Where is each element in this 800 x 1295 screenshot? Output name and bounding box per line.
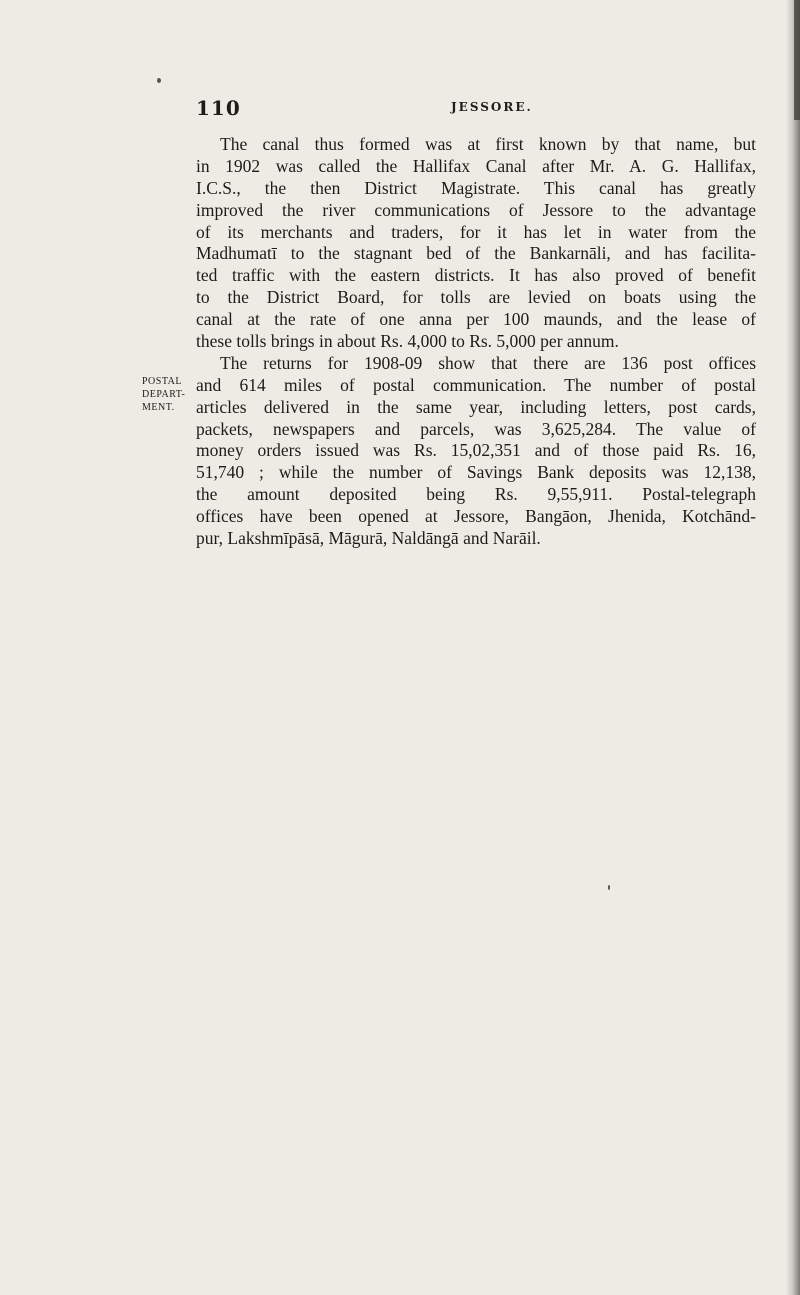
text-line: money orders issued was Rs. 15,02,351 and of those paid Rs. 16,	[196, 440, 756, 461]
margin-note-line: POSTAL	[142, 376, 182, 387]
page-header	[196, 96, 756, 122]
text-line: ted traffic with the eastern districts. It has also proved of benefit	[196, 265, 756, 286]
text-line: The canal thus formed was at first known by that name, but	[220, 134, 756, 154]
print-speck	[608, 885, 610, 890]
text-line: The returns for 1908-09 show that there are 136 post offices	[220, 352, 756, 373]
text-line: canal at the rate of one anna per 100 maunds, and the lease of	[196, 309, 756, 330]
page-number: 110	[196, 96, 241, 120]
text-line: of its merchants and traders, for it has let in water from the	[196, 221, 756, 242]
text-line: pur, Lakshmīpāsā, Māgurā, Naldāngā and Narāil.	[196, 528, 541, 549]
text-line: Madhumatī to the stagnant bed of the Bankarnāli, and has facilita-	[196, 243, 756, 264]
text-line: to the District Board, for tolls are levied on boats using the	[196, 287, 756, 308]
text-line: 51,740 ; while the number of Savings Bank deposits was 12,138,	[196, 462, 756, 483]
text-line: packets, newspapers and parcels, was 3,625,284. The value of	[196, 418, 756, 439]
print-speck	[157, 78, 161, 83]
text-line: improved the river communications of Jessore to the advantage	[196, 199, 756, 220]
text-line: in 1902 was called the Hallifax Canal after Mr. A. G. Hallifax,	[196, 155, 756, 176]
margin-note	[142, 375, 194, 414]
running-title: JESSORE.	[451, 100, 533, 114]
paragraph-canal	[196, 134, 756, 353]
page-edge-shadow	[786, 0, 800, 1295]
margin-note-line: MENT.	[142, 402, 175, 413]
page-edge-mark	[794, 0, 800, 120]
text-line: and 614 miles of postal communication. The number of postal	[196, 374, 756, 395]
text-line: offices have been opened at Jessore, Bangāon, Jhenida, Kotchānd-	[196, 506, 756, 527]
margin-note-line: DEPART-	[142, 389, 186, 400]
paragraph-postal	[196, 353, 756, 550]
body-text	[196, 134, 756, 550]
text-line: articles delivered in the same year, including letters, post cards,	[196, 396, 756, 417]
text-line: I.C.S., the then District Magistrate. This canal has greatly	[196, 177, 756, 198]
text-line: these tolls brings in about Rs. 4,000 to Rs. 5,000 per annum.	[196, 331, 619, 352]
text-line: the amount deposited being Rs. 9,55,911. Postal-telegraph	[196, 484, 756, 505]
